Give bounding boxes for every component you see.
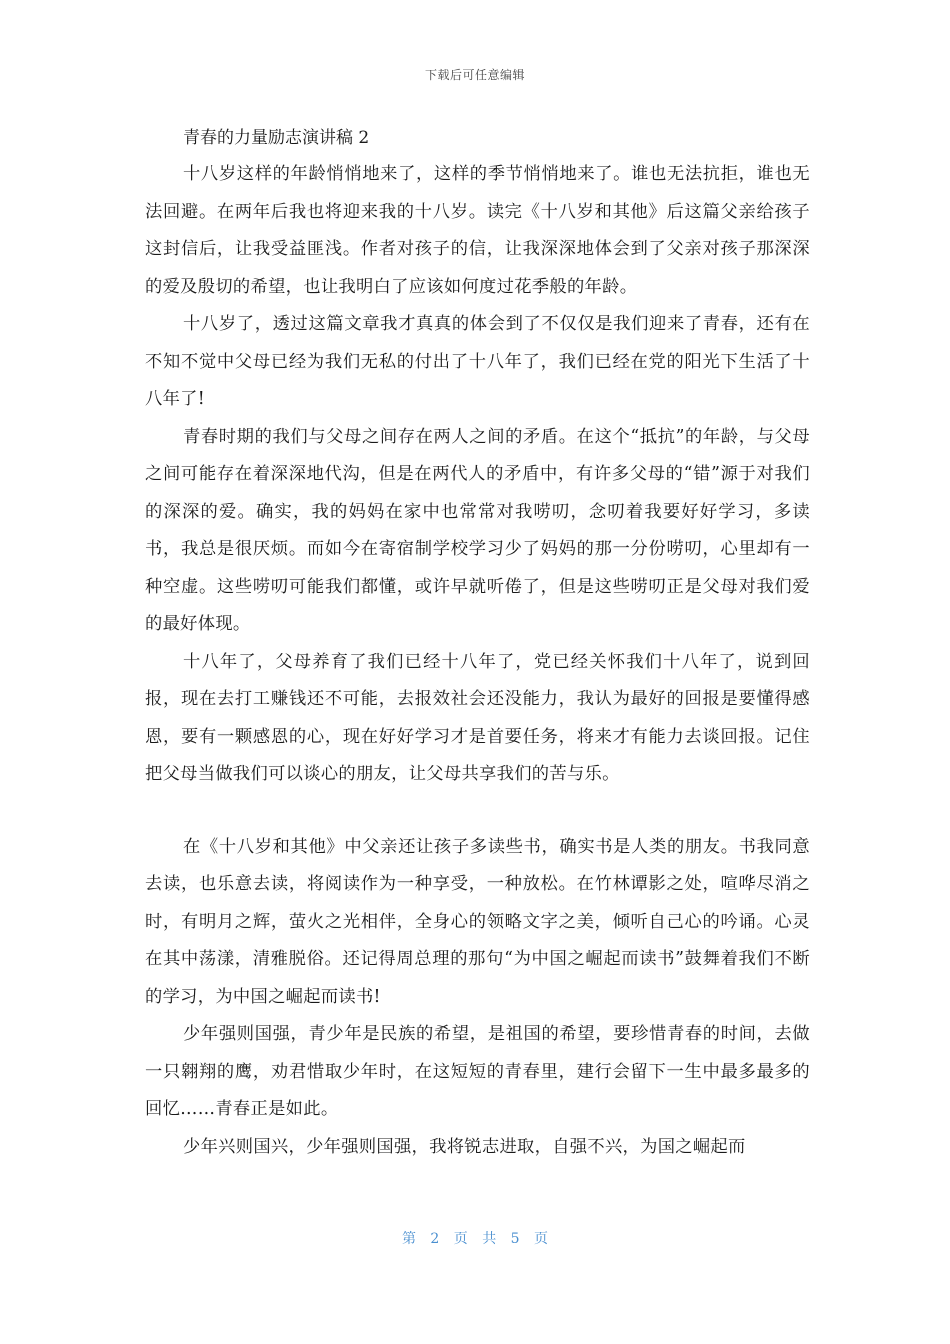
- paragraph: 十八岁这样的年龄悄悄地来了，这样的季节悄悄地来了。谁也无法抗拒，谁也无法回避。在两年后我也将迎来我的十八岁。读完《十八岁和其他》后这篇父亲给孩子这封信后，让我受益匪浅。作者对孩子的信，让我深深地体会到了父亲对孩子那深深的爱及殷切的希望，也让我明白了应该如何度过花季般的年龄。: [145, 164, 810, 297]
- paragraph: 十八岁了，透过这篇文章我才真真的体会到了不仅仅是我们迎来了青春，还有在不知不觉中父母已经为我们无私的付出了十八年了，我们已经在党的阳光下生活了十八年了!: [145, 314, 810, 409]
- page-header-note: 下载后可任意编辑: [424, 68, 525, 82]
- paragraph: 青春时期的我们与父母之间存在两人之间的矛盾。在这个“抵抗”的年龄，与父母之间可能存在着深深地代沟，但是在两代人的矛盾中，有许多父母的“错”源于对我们的深深的爱。确实，我的妈妈在家中也常常对我唠叨，念叨着我要好好学习，多读书，我总是很厌烦。而如今在寄宿制学校学习少了妈妈的那一分份唠叨，心里却有一种空虚。这些唠叨可能我们都懂，或许早就听倦了，但是这些唠叨正是父母对我们爱的最好体现。: [145, 426, 810, 634]
- paragraph: 少年兴则国兴，少年强则国强，我将锐志进取，自强不兴，为国之崛起而: [183, 1136, 746, 1157]
- paragraph-gap: [145, 794, 810, 829]
- page-number-footer: 第 2 页 共 5 页: [401, 1231, 549, 1247]
- paragraph: 十八年了，父母养育了我们已经十八年了，党已经关怀我们十八年了，说到回报，现在去打工赚钱还不可能，去报效社会还没能力，我认为最好的回报是要懂得感恩，要有一颗感恩的心，现在好好学习才是首要任务，将来才有能力去谈回报。记住把父母当做我们可以谈心的朋友，让父母共享我们的苦与乐。: [145, 651, 810, 784]
- document-title: 青春的力量励志演讲稿 2: [183, 128, 370, 148]
- document-body: [145, 120, 810, 1166]
- paragraph: 在《十八岁和其他》中父亲还让孩子多读些书，确实书是人类的朋友。书我同意去读，也乐意去读，将阅读作为一种享受，一种放松。在竹林谭影之处，喧哗尽消之时，有明月之辉，萤火之光相伴，全身心的领略文字之美，倾听自己心的吟诵。心灵在其中荡漾，清雅脱俗。还记得周总理的那句“为中国之崛起而读书”鼓舞着我们不断的学习，为中国之崛起而读书!: [145, 836, 810, 1007]
- paragraph: 少年强则国强，青少年是民族的希望，是祖国的希望，要珍惜青春的时间，去做一只翱翔的鹰，劝君惜取少年时，在这短短的青春里，建行会留下一生中最多最多的回忆……青春正是如此。: [145, 1024, 810, 1119]
